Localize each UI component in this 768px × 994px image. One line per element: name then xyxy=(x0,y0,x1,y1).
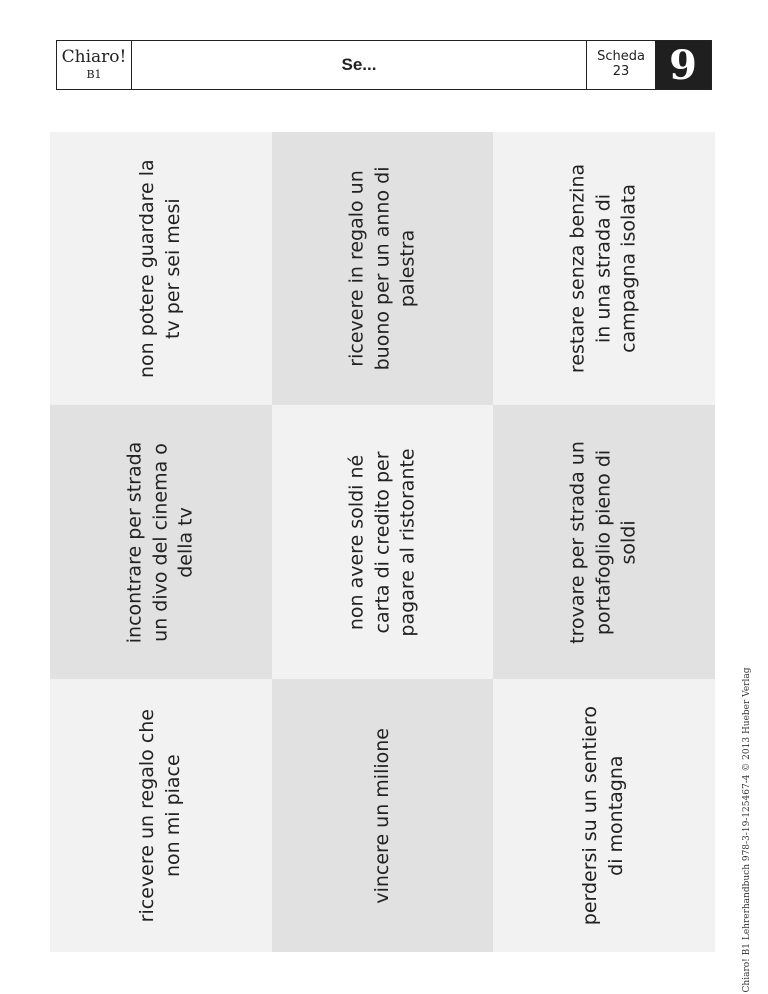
card xyxy=(493,132,715,405)
scheda-number: 23 xyxy=(612,64,630,79)
card-text: ricevere un regalo che non mi piace xyxy=(136,708,184,922)
card-grid xyxy=(50,132,715,952)
lesson-number-badge: 9 xyxy=(655,41,711,89)
card-text: incontrare per strada un divo del cinema o della tv xyxy=(123,441,197,643)
card-text: non potere guardare la tv per sei mesi xyxy=(136,159,184,378)
brand-box xyxy=(57,41,132,89)
card xyxy=(50,679,272,952)
brand-title: Chiaro! xyxy=(61,47,127,68)
card-text: perdersi su un sentiero di montagna xyxy=(579,705,628,925)
card xyxy=(50,405,272,678)
card xyxy=(50,132,272,405)
card-text: vincere un milione xyxy=(370,727,393,904)
scheda-box xyxy=(586,41,655,89)
worksheet-header xyxy=(56,40,712,90)
card xyxy=(272,405,494,678)
card xyxy=(493,679,715,952)
card-text: ricevere in regalo un buono per un anno di palestra xyxy=(345,166,419,371)
card xyxy=(272,679,494,952)
card-text: restare senza benzina in una strada di campagna isolata xyxy=(566,164,640,374)
copyright-text: Chiaro! B1 Lehrerhandbuch 978-3-19-125467-4 © 2013 Hueber Verlag xyxy=(742,667,752,993)
scheda-label: Scheda xyxy=(597,49,645,65)
card-text: non avere soldi né carta di credito per pagare al ristorante xyxy=(345,447,419,637)
card-text: trovare per strada un portafoglio pieno di soldi xyxy=(566,440,640,644)
page-title: Se... xyxy=(341,55,377,74)
card xyxy=(493,405,715,678)
card xyxy=(272,132,494,405)
brand-level: B1 xyxy=(86,68,102,82)
